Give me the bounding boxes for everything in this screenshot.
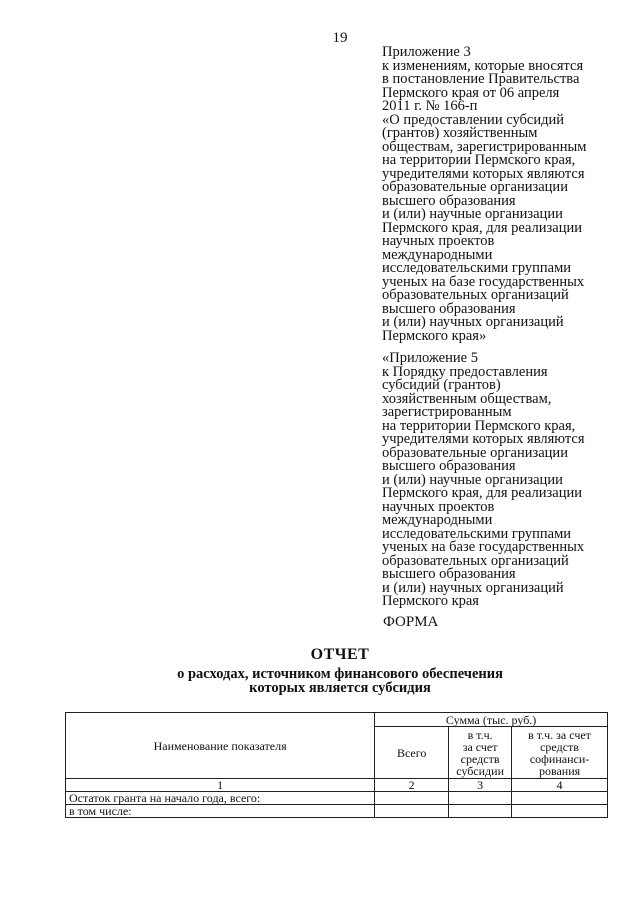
header-cofinancing-line: софинанси- — [529, 751, 590, 766]
header-cofinancing — [512, 727, 608, 779]
column-number: 3 — [449, 779, 512, 792]
appendix-line: исследовательскими группами — [382, 260, 572, 276]
header-cofinancing-line: рования — [538, 763, 581, 778]
appendix-line: Пермского края — [382, 593, 479, 609]
appendix-line: обществам, зарегистрированным — [382, 138, 587, 155]
column-number: 1 — [66, 779, 375, 792]
header-sum-group: Сумма (тыс. руб.) — [375, 713, 608, 727]
header-cofinancing-line: в т.ч. за счет — [528, 727, 591, 742]
table-cell — [375, 805, 449, 818]
appendix-line: на территории Пермского края, — [382, 417, 576, 434]
report-subtitle-line: которых является субсидия — [249, 680, 431, 696]
table-cell — [449, 805, 512, 818]
appendix-line: международными — [382, 246, 493, 263]
appendix-3-header — [382, 46, 627, 343]
table-cell — [449, 792, 512, 805]
appendix-line: Приложение 3 — [382, 44, 471, 60]
appendix-line: учредителями которых являются — [382, 431, 585, 447]
appendix-line: высшего образования — [382, 458, 516, 474]
appendix-line: учредителями которых являются — [382, 165, 585, 182]
row-label: в том числе: — [66, 805, 375, 818]
appendix-line: 2011 г. № 166-п — [382, 98, 478, 114]
appendix-line: и (или) научные организации — [382, 471, 563, 488]
appendix-line: высшего образования — [382, 192, 516, 209]
column-number: 2 — [375, 779, 449, 792]
column-number: 4 — [512, 779, 608, 792]
appendix-line: ученых на базе государственных — [382, 539, 585, 555]
appendix-line: и (или) научных организаций — [382, 579, 564, 596]
page-number: 19 — [332, 30, 348, 46]
header-subsidy-line: средств — [460, 751, 500, 766]
appendix-line: (грантов) хозяйственным — [382, 125, 538, 141]
appendix-line: международными — [382, 512, 493, 528]
appendix-line: Пермского края, для реализации — [382, 485, 582, 501]
appendix-line: научных проектов — [382, 233, 495, 249]
appendix-line: и (или) научные организации — [382, 206, 563, 222]
report-subtitle — [0, 667, 640, 695]
appendix-line: научных проектов — [382, 498, 495, 515]
appendix-line: образовательных организаций — [382, 552, 569, 569]
appendix-line: зарегистрированным — [382, 404, 512, 420]
header-subsidy-line: в т.ч. — [467, 727, 493, 742]
appendix-line: образовательные организации — [382, 179, 568, 195]
appendix-line: образовательные организации — [382, 444, 568, 461]
row-label: Остаток гранта на начало года, всего: — [66, 792, 375, 805]
report-table — [65, 712, 608, 818]
appendix-line: «Приложение 5 — [382, 350, 478, 366]
header-total: Всего — [375, 727, 449, 779]
appendix-line: Пермского края, для реализации — [382, 219, 582, 236]
table-row — [66, 792, 608, 805]
appendix-line: к изменениям, которые вносятся — [382, 57, 584, 74]
appendix-line: Пермского края» — [382, 327, 487, 344]
appendix-line: ученых на базе государственных — [382, 273, 585, 290]
appendix-line: высшего образования — [382, 300, 516, 317]
appendix-line: к Порядку предоставления — [382, 363, 548, 380]
appendix-line: образовательных организаций — [382, 287, 569, 303]
appendix-line: хозяйственным обществам, — [382, 390, 552, 407]
appendix-line: высшего образования — [382, 566, 516, 582]
report-subtitle-line: о расходах, источником финансового обеспечения — [177, 666, 503, 682]
appendix-line: субсидий (грантов) — [382, 377, 501, 393]
header-subsidy — [449, 727, 512, 779]
table-row — [66, 805, 608, 818]
forma-label: ФОРМА — [383, 614, 439, 630]
appendix-line: исследовательскими группами — [382, 525, 572, 542]
appendix-line: в постановление Правительства — [382, 71, 580, 87]
header-subsidy-line: субсидии — [456, 763, 504, 778]
appendix-line: и (или) научных организаций — [382, 314, 564, 330]
table-cell — [375, 792, 449, 805]
appendix-line: Пермского края от 06 апреля — [382, 84, 560, 101]
header-cofinancing-line: средств — [540, 739, 579, 754]
header-indicator-name: Наименование показателя — [66, 713, 375, 779]
appendix-line: на территории Пермского края, — [382, 152, 576, 168]
table-cell — [512, 792, 608, 805]
appendix-line: «О предоставлении субсидий — [382, 111, 564, 128]
header-subsidy-line: за счет — [462, 739, 498, 754]
table-cell — [512, 805, 608, 818]
report-title: ОТЧЕТ — [310, 646, 370, 663]
appendix-5-header — [382, 352, 627, 609]
